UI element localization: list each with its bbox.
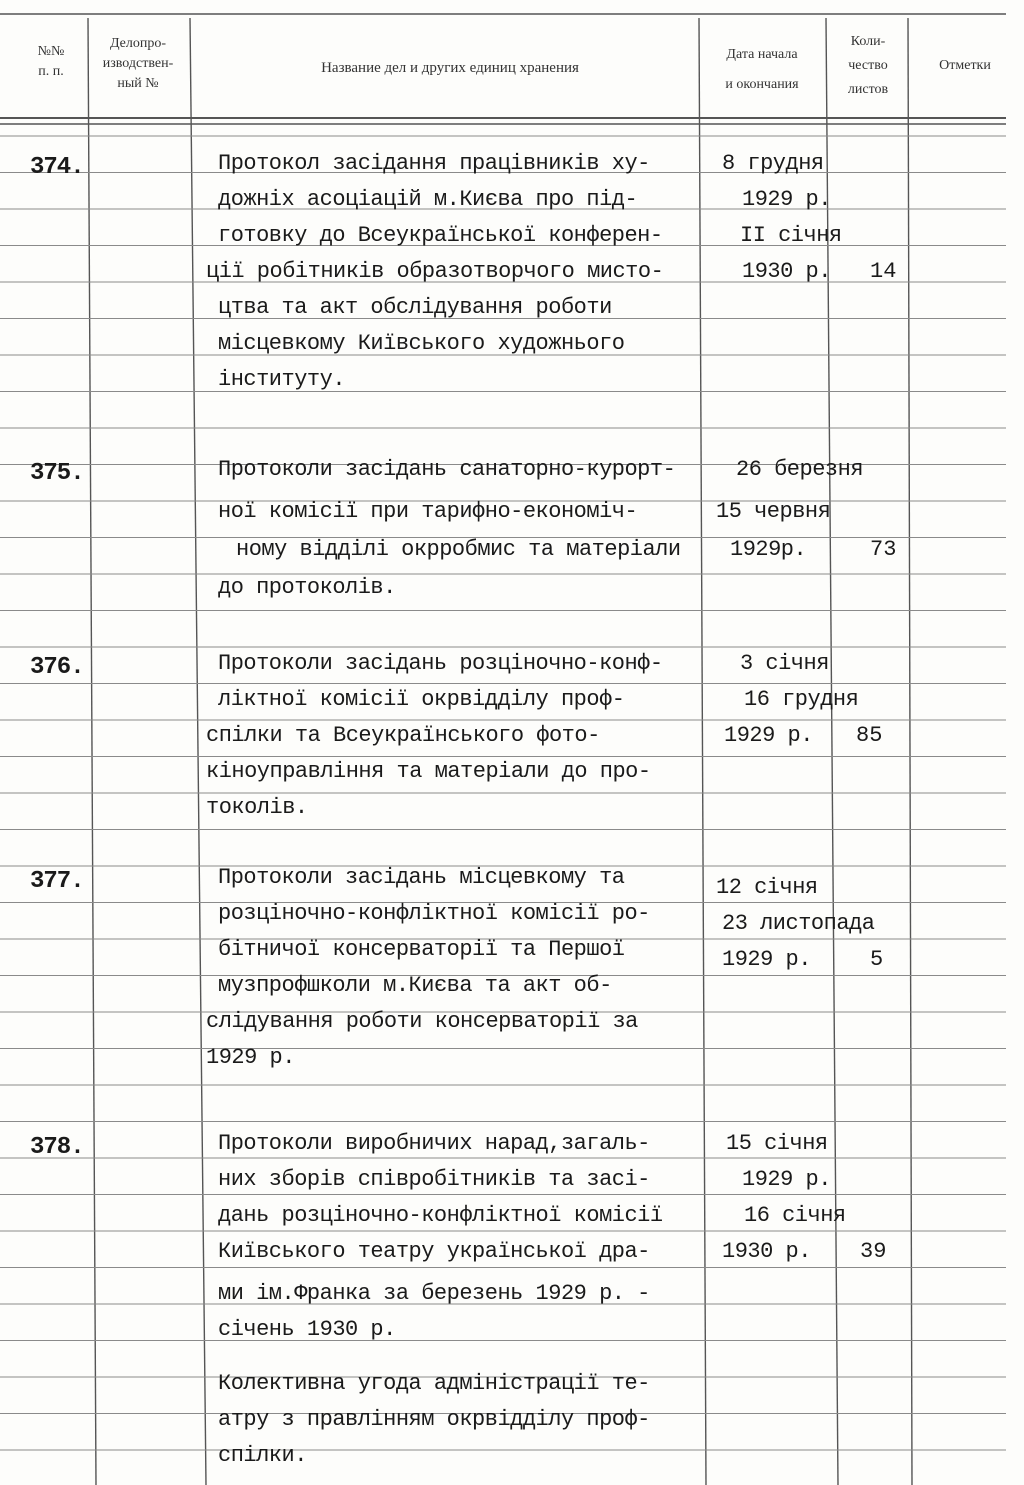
entry-title-line: атру з правлінням окрвідділу проф- (218, 1407, 650, 1432)
entry-title-line: ліктної комісії окрвідділу проф- (218, 687, 625, 712)
entry-date-line: 16 січня (744, 1203, 846, 1228)
entry-title-line: Протоколи засідань санаторно-курорт- (218, 457, 676, 482)
header-date-label: Дата начала и окончания (725, 47, 799, 92)
entry-title-line: Протоколи виробничих нарад,загаль- (218, 1131, 650, 1156)
entry-title-line: інституту. (218, 367, 346, 392)
entry-title-line: спілки та Всеукраїнського фото- (206, 723, 600, 748)
entry-title-line: готовку до Всеукраїнської конферен- (218, 223, 663, 248)
entry-date-line: 23 листопада (722, 911, 875, 936)
entry-date-line: 1929 р. (722, 947, 811, 972)
entry-date-line: II січня (740, 223, 842, 248)
header-title-label: Название дел и других единиц хранения (321, 60, 579, 76)
header-count-label: Коли- чество листов (847, 34, 889, 97)
entry-date-line: 1929 р. (742, 1167, 831, 1192)
entry-title-line: токолів. (206, 795, 308, 820)
entry-title-line: дожніх асоціацій м.Києва про під- (218, 187, 638, 212)
entry-date-line: 15 січня (726, 1131, 828, 1156)
entry-title-line: Протокол засідання працівників ху- (218, 151, 650, 176)
entry-date-line: 1930 р. (722, 1239, 811, 1264)
entry-title-line: Колективна угода адміністрації те- (218, 1371, 650, 1396)
entry-date-line: 1929 р. (724, 723, 813, 748)
entry-title-line: місцевкому Київського художнього (218, 331, 625, 356)
entry-number: 377. (30, 868, 84, 895)
entry-title-line: Протоколи засідань місцевкому та (218, 865, 625, 890)
entry-title-line: до протоколів. (218, 575, 396, 600)
entry-title-line: дань розціночно-конфліктної комісії (218, 1203, 663, 1228)
entry-number: 374. (30, 154, 84, 181)
entry-title-line: ми ім.Франка за березень 1929 р. - (218, 1281, 650, 1306)
entry-sheet-count: 39 (860, 1239, 887, 1264)
entry-title-line: 1929 р. (206, 1045, 295, 1070)
entry-date-line: 12 січня (716, 875, 818, 900)
header-number-label: №№ п. п. (37, 44, 65, 79)
entry-title-line: Київського театру української дра- (218, 1239, 650, 1264)
entry-title-line: Протоколи засідань розціночно-конф- (218, 651, 663, 676)
entry-title-line: музпрофшколи м.Києва та акт об- (218, 973, 612, 998)
entry-title-line: бітничої консерваторії та Першої (218, 937, 625, 962)
entry-sheet-count: 14 (870, 259, 897, 284)
entry-title-line: ної комісії при тарифно-економіч- (218, 499, 638, 524)
entry-sheet-count: 5 (870, 947, 884, 972)
entry-title-line: цтва та акт обслідування роботи (218, 295, 612, 320)
entry-date-line: 1930 р. (742, 259, 831, 284)
entry-date-line: 16 грудня (744, 687, 859, 712)
entry-title-line: спілки. (218, 1443, 307, 1468)
entry-title-line: ції робітників образотворчого мисто- (206, 259, 664, 284)
entry-number: 376. (30, 654, 84, 681)
entry-date-line: 1929р. (730, 537, 807, 562)
entry-date-line: 1929 р. (742, 187, 831, 212)
header-delo-label: Делопро- изводствен- ный № (102, 36, 174, 91)
entry-sheet-count: 73 (870, 537, 897, 562)
entry-date-line: 3 січня (740, 651, 829, 676)
entry-title-line: них зборів співробітників та засі- (218, 1167, 650, 1192)
header-notes-label: Отметки (939, 58, 991, 73)
entry-number: 375. (30, 460, 84, 487)
entry-sheet-count: 85 (856, 723, 883, 748)
entry-number: 378. (30, 1134, 84, 1161)
entry-date-line: 15 червня (716, 499, 831, 524)
entry-date-line: 8 грудня (722, 151, 824, 176)
entry-title-line: ному відділі окрробмис та матеріали (236, 537, 681, 562)
entry-title-line: січень 1930 р. (218, 1317, 396, 1342)
entry-title-line: слідування роботи консерваторії за (206, 1009, 638, 1034)
entry-title-line: розціночно-конфліктної комісії ро- (218, 901, 650, 926)
entry-date-line: 26 березня (736, 457, 864, 482)
entry-title-line: кіноуправління та матеріали до про- (206, 759, 651, 784)
